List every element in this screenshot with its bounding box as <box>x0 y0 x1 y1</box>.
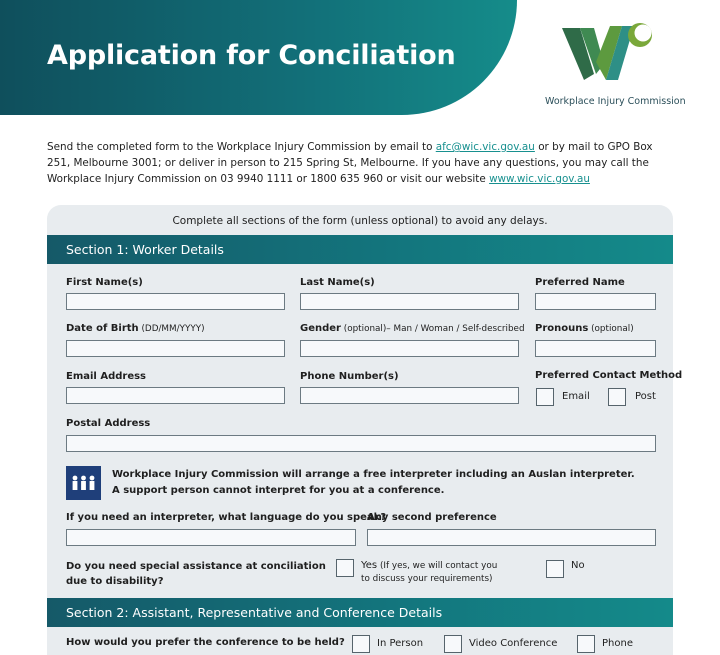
postal-address-label: Postal Address <box>66 418 151 429</box>
phone-checkbox[interactable] <box>577 635 595 653</box>
interpreter-notice: Workplace Injury Commission will arrange a free interpreter including an Auslan interpreter. A support person cannot interpret for you at a conference. <box>112 469 635 496</box>
gender-label: Gender (optional)– Man / Woman / Self-described <box>300 323 525 334</box>
language-question: If you need an interpreter, what language do you speak? <box>66 512 387 523</box>
in-person-checkbox[interactable] <box>352 635 370 653</box>
section-1-header: Section 1: Worker Details <box>47 235 673 264</box>
phone-option-label: Phone <box>602 638 633 649</box>
page-title: Application for Conciliation <box>47 40 456 71</box>
contact-email-label: Email <box>562 391 590 402</box>
intro-paragraph: Send the completed form to the Workplace Injury Commission by email to afc@wic.vic.gov.au or by mail to GPO Box 251, Melbourne 3001; or deliver in person to 215 Spring St, Melbourne. If you have any questions, you may call the Workplace Injury Commission on 03 9940 1111 or 1800 635 960 or visit our website www.wic.vic.gov.au <box>47 141 653 185</box>
contact-post-label: Post <box>635 391 656 402</box>
last-name-field[interactable] <box>300 293 519 310</box>
first-name-field[interactable] <box>66 293 285 310</box>
email-link[interactable]: afc@wic.vic.gov.au <box>435 141 535 153</box>
conference-question: How would you prefer the conference to be held? <box>66 637 345 648</box>
form-instruction: Complete all sections of the form (unless optional) to avoid any delays. <box>172 215 548 227</box>
phone-field[interactable] <box>300 387 519 404</box>
assistance-yes-label: Yes (If yes, we will contact you to discuss your requirements) <box>361 560 498 584</box>
section-2-header: Section 2: Assistant, Representative and Conference Details <box>47 598 673 627</box>
gender-field[interactable] <box>300 340 519 357</box>
interpreter-icon <box>66 466 101 500</box>
email-field[interactable] <box>66 387 285 404</box>
second-preference-field[interactable] <box>367 529 656 546</box>
last-name-label: Last Name(s) <box>300 277 375 288</box>
website-link[interactable]: www.wic.vic.gov.au <box>489 173 590 185</box>
phone-label: Phone Number(s) <box>300 371 399 382</box>
dob-label: Date of Birth (DD/MM/YYYY) <box>66 323 205 334</box>
contact-email-checkbox[interactable] <box>536 388 554 406</box>
language-field[interactable] <box>66 529 356 546</box>
contact-method-label: Preferred Contact Method <box>535 370 683 381</box>
second-preference-label: Any second preference <box>367 512 497 523</box>
contact-post-checkbox[interactable] <box>608 388 626 406</box>
email-label: Email Address <box>66 371 147 382</box>
wic-logo <box>560 22 656 86</box>
postal-address-field[interactable] <box>66 435 656 452</box>
video-conference-label: Video Conference <box>469 638 558 649</box>
title-banner <box>0 0 517 115</box>
logo-text: Workplace Injury Commission <box>545 96 686 107</box>
preferred-name-field[interactable] <box>535 293 656 310</box>
assistance-no-label: No <box>571 560 585 571</box>
pronouns-label: Pronouns (optional) <box>535 323 634 334</box>
special-assistance-question: Do you need special assistance at conciliation due to disability? <box>66 561 326 587</box>
dob-field[interactable] <box>66 340 285 357</box>
assistance-yes-checkbox[interactable] <box>336 559 354 577</box>
video-conference-checkbox[interactable] <box>444 635 462 653</box>
assistance-no-checkbox[interactable] <box>546 560 564 578</box>
pronouns-field[interactable] <box>535 340 656 357</box>
in-person-label: In Person <box>377 638 424 649</box>
preferred-name-label: Preferred Name <box>535 277 625 288</box>
first-name-label: First Name(s) <box>66 277 143 288</box>
